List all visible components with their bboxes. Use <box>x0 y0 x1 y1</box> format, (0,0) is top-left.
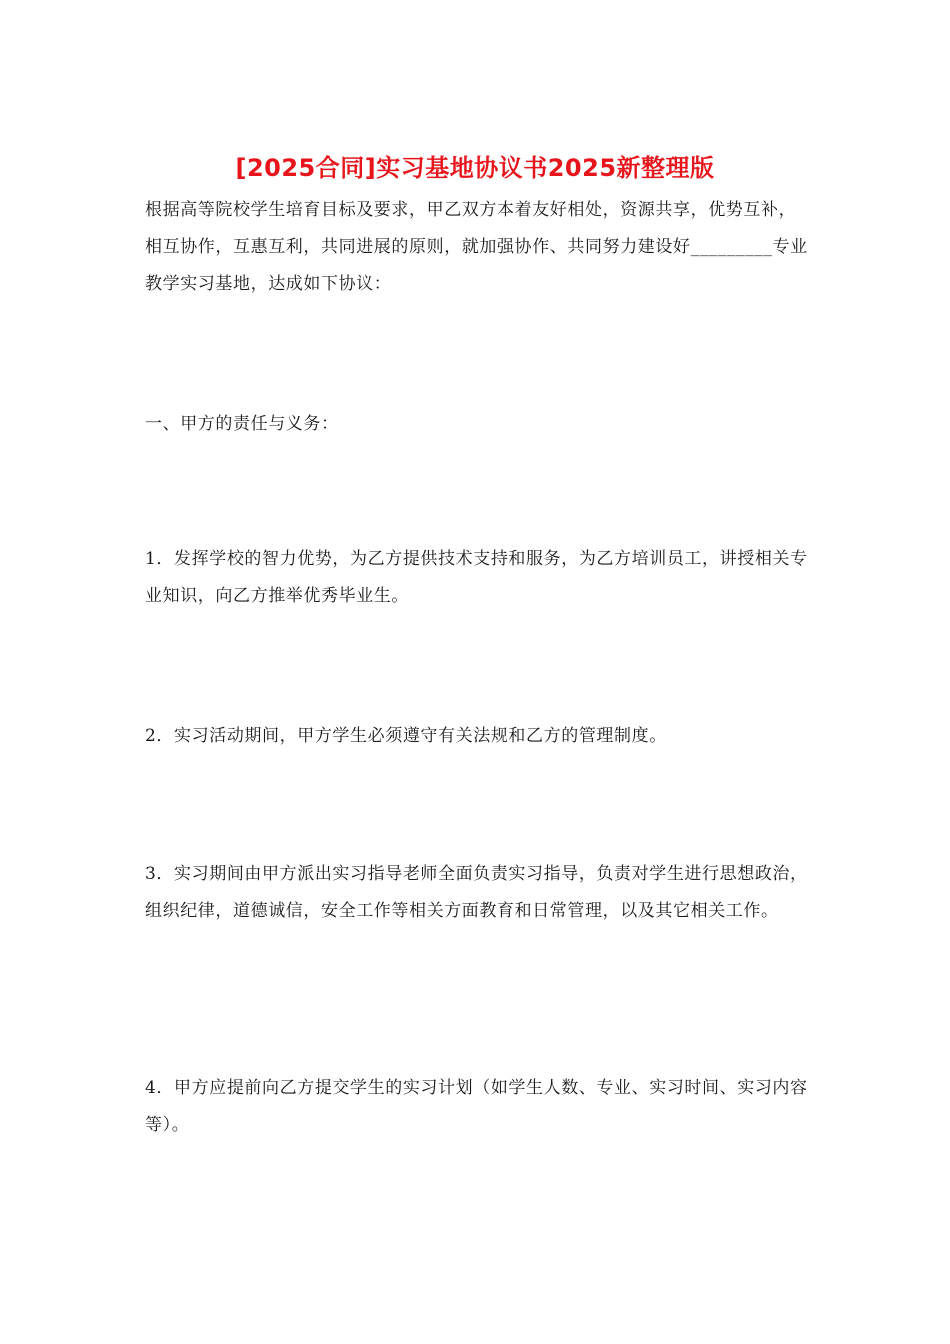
clause-item-1: 1．发挥学校的智力优势，为乙方提供技术支持和服务，为乙方培训员工，讲授相关专业知识，向乙方推举优秀毕业生。 <box>145 549 808 606</box>
clause-item-4: 4．甲方应提前向乙方提交学生的实习计划（如学生人数、专业、实习时间、实习内容等）。 <box>145 1078 808 1135</box>
document-title: [2025合同]实习基地协议书2025新整理版 <box>235 154 715 182</box>
intro-paragraph: 根据高等院校学生培育目标及要求，甲乙双方本着友好相处，资源共享，优势互补，相互协作，互惠互利，共同进展的原则，就加强协作、共同努力建设好_________专业教学实习基地，达成如下协议： <box>145 200 808 294</box>
clause-item-3: 3．实习期间由甲方派出实习指导老师全面负责实习指导，负责对学生进行思想政治，组织纪律，道德诚信，安全工作等相关方面教育和日常管理，以及其它相关工作。 <box>145 864 808 921</box>
section-heading-party-a: 一、甲方的责任与义务： <box>145 414 339 434</box>
clause-item-2: 2．实习活动期间，甲方学生必须遵守有关法规和乙方的管理制度。 <box>145 726 667 746</box>
